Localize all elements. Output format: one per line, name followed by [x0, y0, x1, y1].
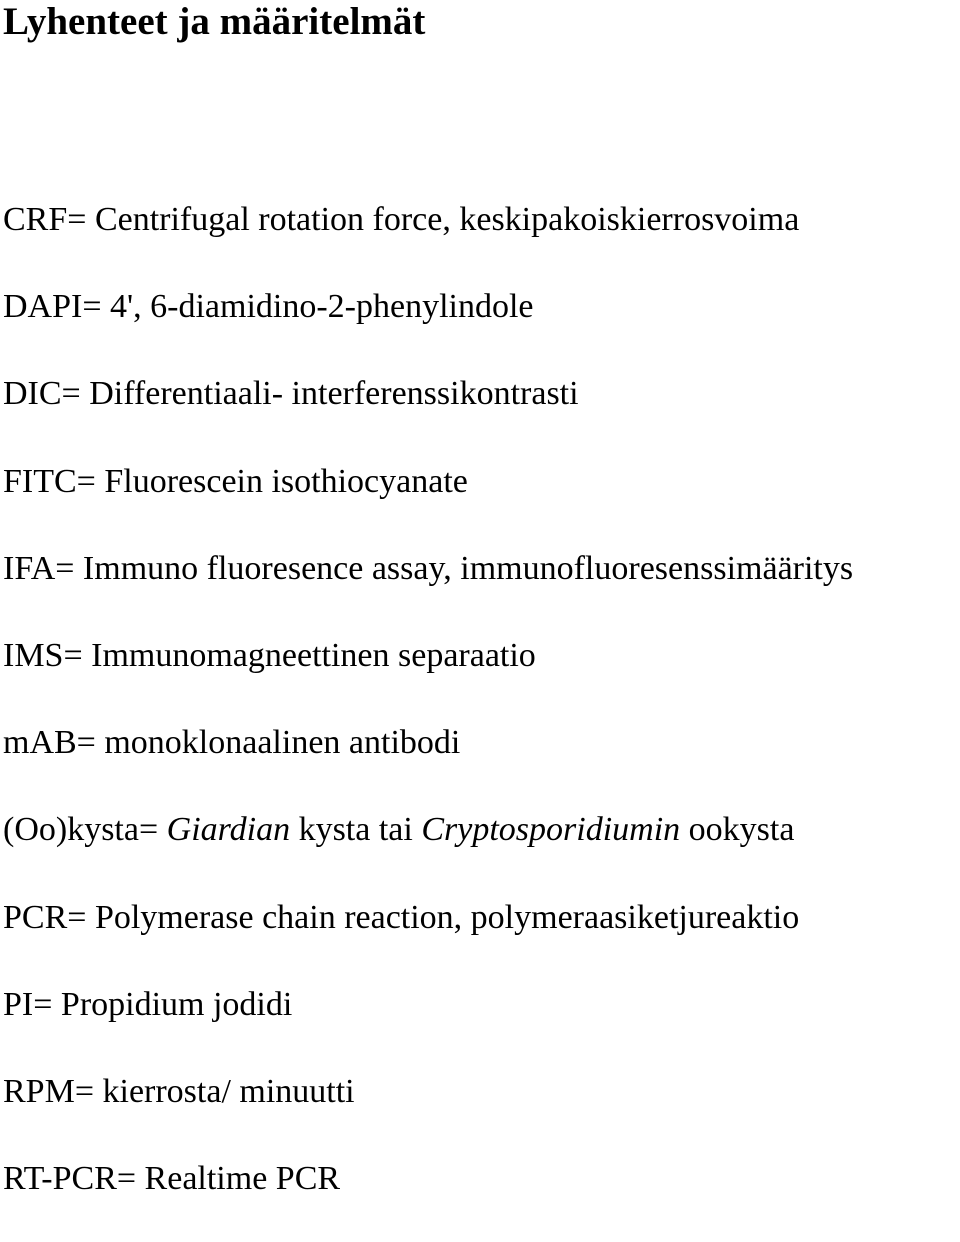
- abbreviation-item-rpm: RPM= kierrosta/ minuutti: [3, 1072, 355, 1110]
- page-title: Lyhenteet ja määritelmät: [3, 0, 426, 43]
- abbreviation-item-pi: PI= Propidium jodidi: [3, 985, 293, 1023]
- cryptosporidiumin-term: Cryptosporidiumin: [421, 811, 681, 849]
- abbreviation-item-fitc: FITC= Fluorescein isothiocyanate: [3, 462, 468, 500]
- abbreviation-item-crf: CRF= Centrifugal rotation force, keskipakoiskierrosvoima: [3, 201, 800, 238]
- abbreviation-item-dapi: DAPI= 4', 6-diamidino-2-phenylindole: [3, 288, 534, 326]
- abbreviation-item-ifa: IFA= Immuno fluoresence assay, immunofluoresenssimääritys: [3, 549, 854, 587]
- abbreviation-item-pcr: PCR= Polymerase chain reaction, polymeraasiketjureaktio: [3, 898, 800, 936]
- ookysta-suffix: ookysta: [680, 811, 795, 849]
- abbreviation-item-rt-pcr: RT-PCR= Realtime PCR: [3, 1160, 341, 1198]
- abbreviation-item-ookysta: [3, 806, 853, 893]
- abbreviation-list: [3, 196, 853, 1242]
- abbreviation-item-ims: IMS= Immunomagneettinen separaatio: [3, 636, 536, 674]
- abbreviation-item-dic: DIC= Differentiaali- interferenssikontrasti: [3, 375, 579, 413]
- abbreviation-item-mab: mAB= monoklonaalinen antibodi: [3, 724, 461, 762]
- giardian-term: Giardian: [166, 811, 291, 849]
- ookysta-term: (Oo)kysta=: [3, 811, 167, 849]
- ookysta-connector: kysta tai: [290, 811, 422, 849]
